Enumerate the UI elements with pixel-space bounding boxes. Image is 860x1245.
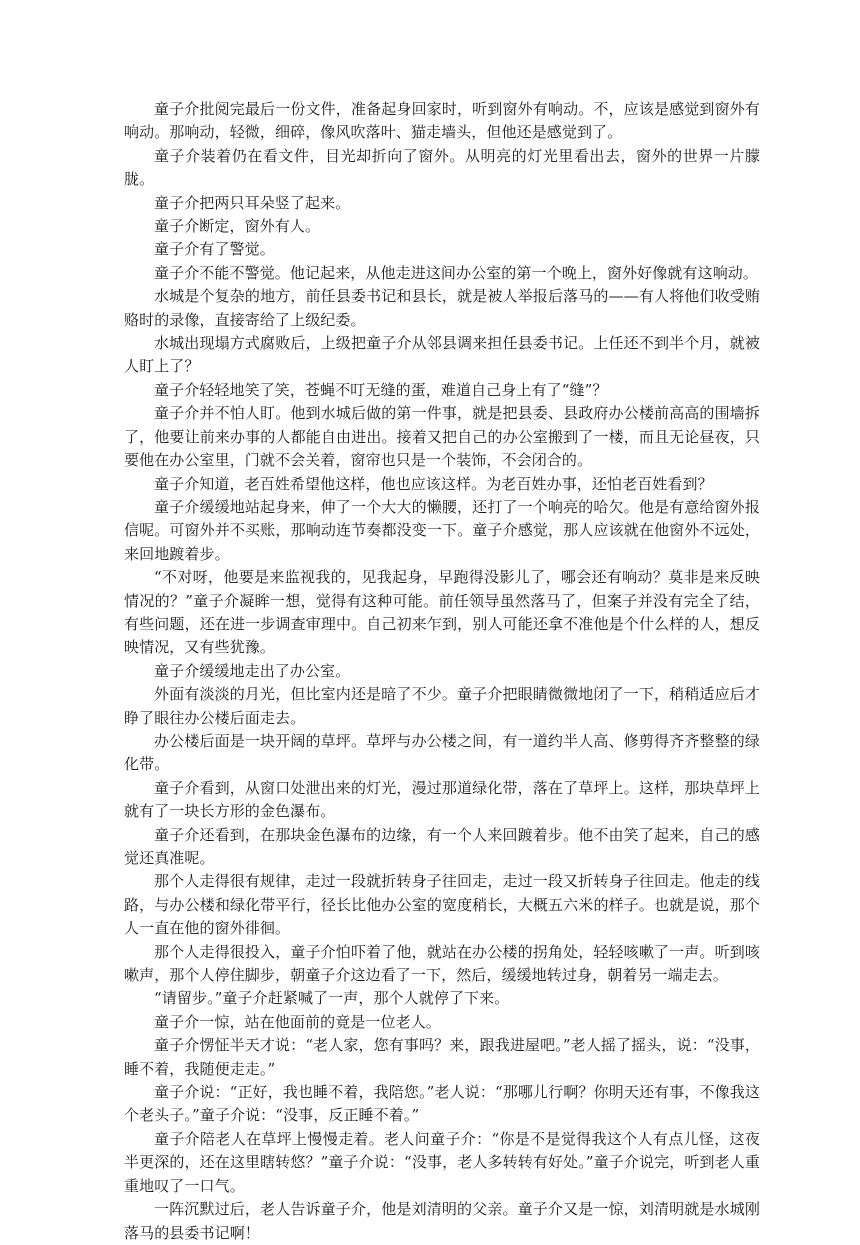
paragraph: 童子介不能不警觉。他记起来，从他走进这间办公室的第一个晚上，窗外好像就有这响动。: [154, 263, 759, 282]
paragraph: 童子介把两只耳朵竖了起来。: [154, 193, 351, 212]
paragraph: 办公楼后面是一块开阔的草坪。草坪与办公楼之间，有一道约半人高、修剪得齐齐整整的绿化带。: [124, 731, 760, 774]
paragraph: “不对呀，他要是来监视我的，见我起身，早跑得没影儿了，哪会还有响动？莫非是来反映情况的？”童子介凝眸一想，觉得有这种可能。前任领导虽然落马了，但案子并没有完全了结，有些问题，还在进一步调查审理中。自己初来乍到，别人可能还拿不准他是个什么样的人，想反映情况，又有些犹豫。: [124, 568, 760, 657]
paragraph: “请留步。”童子介赶紧喊了一声，那个人就停了下来。: [154, 989, 510, 1008]
paragraph: 童子介愣怔半天才说：“老人家，您有事吗？来，跟我进屋吧。”老人摇了摇头，说：“没事，睡不着，我随便走走。”: [124, 1036, 760, 1078]
paragraph: 童子介缓缓地站起身来，伸了一个大大的懒腰，还打了一个响亮的哈欠。他是有意给窗外报信呢。可窗外并不买账，那响动连节奏都没变一下。童子介感觉，那人应该就在他窗外不远处，来回地踱着步。: [124, 497, 760, 563]
paragraph: 童子介看到，从窗口处泄出来的灯光，漫过那道绿化带，落在了草坪上。这样，那块草坪上就有了一块长方形的金色瀑布。: [124, 778, 760, 821]
paragraph: 童子介知道，老百姓希望他这样，他也应该这样。为老百姓办事，还怕老百姓看到？: [154, 474, 713, 493]
document-body: [124, 98, 760, 1245]
paragraph: 童子介还看到，在那块金色瀑布的边缘，有一个人来回踱着步。他不由笑了起来，自己的感觉还真准呢。: [124, 825, 760, 867]
paragraph: 外面有淡淡的月光，但比室内还是暗了不少。童子介把眼睛微微地闭了一下，稍稍适应后才睁了眼往办公楼后面走去。: [124, 685, 760, 727]
paragraph: 童子介陪老人在草坪上慢慢走着。老人问童子介：“你是不是觉得我这个人有点儿怪，这夜半更深的，还在这里瞎转悠？”童子介说：“没事，老人多转转有好处。”童子介说完，听到老人重重地叹了一口气。: [124, 1129, 760, 1195]
paragraph: 一阵沉默过后，老人告诉童子介，他是刘清明的父亲。童子介又是一惊，刘清明就是水城刚落马的县委书记啊！: [124, 1200, 760, 1242]
paragraph: 童子介说：“正好，我也睡不着，我陪您。”老人说：“那哪儿行啊？你明天还有事，不像我这个老头子。”童子介说：“没事，反正睡不着。”: [124, 1083, 760, 1125]
paragraph: 童子介轻轻地笑了笑，苍蝇不叮无缝的蛋，难道自己身上有了“缝”？: [154, 380, 608, 399]
paragraph: 童子介装着仍在看文件，目光却折向了窗外。从明亮的灯光里看出去，窗外的世界一片朦胧。: [124, 146, 760, 189]
paragraph: 那个人走得很有规律，走过一段就折转身子往回走，走过一段又折转身子往回走。他走的线路，与办公楼和绿化带平行，径长比他办公室的宽度稍长，大概五六米的样子。也就是说，那个人一直在他的窗外徘徊。: [124, 872, 760, 938]
paragraph: 童子介一惊，站在他面前的竟是一位老人。: [154, 1012, 441, 1031]
paragraph: 童子介断定，窗外有人。: [154, 217, 321, 236]
paragraph: 童子介批阅完最后一份文件，准备起身回家时，听到窗外有响动。不，应该是感觉到窗外有响动。那响动，轻微，细碎，像风吹落叶、猫走墙头，但他还是感觉到了。: [124, 100, 760, 142]
paragraph: 那个人走得很投入，童子介怕吓着了他，就站在办公楼的拐角处，轻轻咳嗽了一声。听到咳嗽声，那个人停住脚步，朝童子介这边看了一下，然后，缓缓地转过身，朝着另一端走去。: [124, 942, 760, 985]
paragraph: 水城出现塌方式腐败后，上级把童子介从邻县调来担任县委书记。上任还不到半个月，就被人盯上了？: [124, 334, 760, 376]
paragraph: 童子介并不怕人盯。他到水城后做的第一件事，就是把县委、县政府办公楼前高高的围墙拆了，他要让前来办事的人都能自由进出。接着又把自己的办公室搬到了一楼，而且无论昼夜，只要他在办公室里，门就不会关着，窗帘也只是一个装饰，不会闭合的。: [124, 404, 760, 470]
paragraph: 水城是个复杂的地方，前任县委书记和县长，就是被人举报后落马的——有人将他们收受贿赂时的录像，直接寄给了上级纪委。: [124, 287, 760, 329]
paragraph: 童子介有了警觉。: [154, 240, 275, 259]
paragraph: 童子介缓缓地走出了办公室。: [154, 661, 351, 680]
